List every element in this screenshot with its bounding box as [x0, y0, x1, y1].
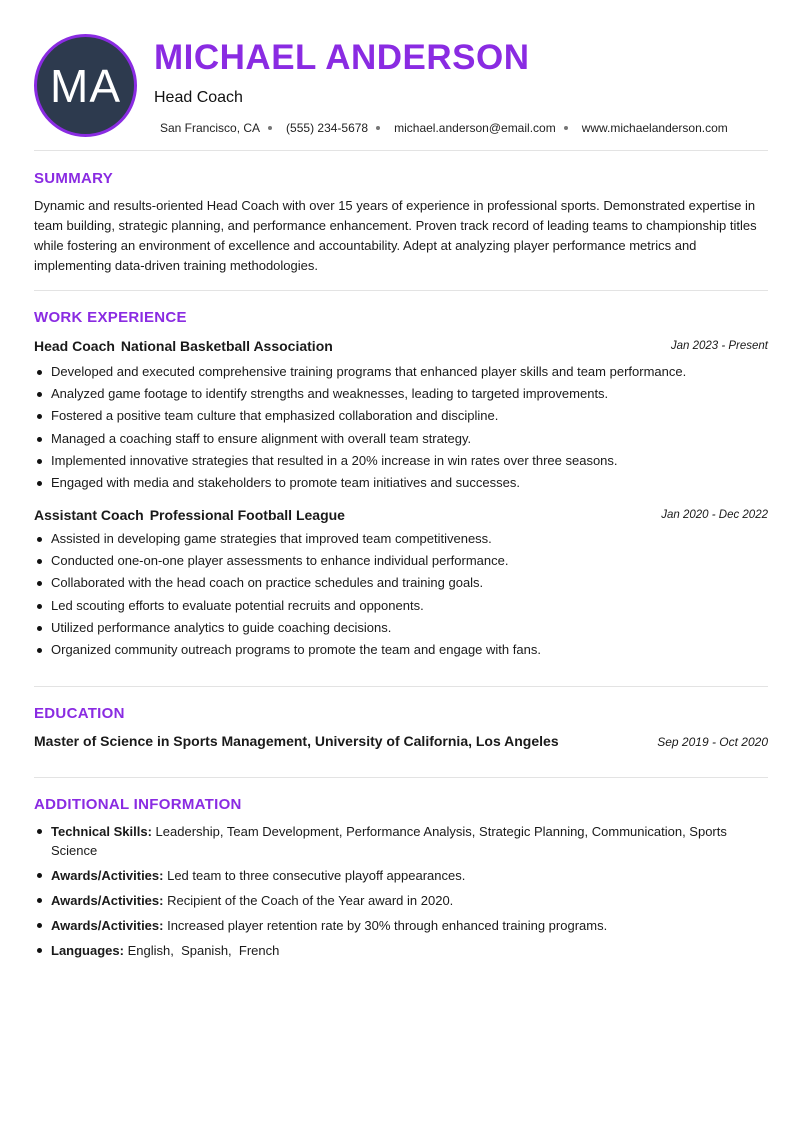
- list-item: Collaborated with the head coach on practice schedules and training goals.: [34, 572, 768, 594]
- summary-text: Dynamic and results-oriented Head Coach with over 15 years of experience in professional sports. Demonstrated expertise in team building, strategic planning, and performance enhancement. Proven track record of leading teams to championship titles while fostering an environment of excellence and accountability. Adept at analyzing player performance metrics and implementing data-driven training methodologies.: [34, 198, 757, 273]
- contact-location: San Francisco, CA: [160, 121, 261, 135]
- job-header: [34, 338, 768, 356]
- list-item: [34, 916, 768, 935]
- list-item: Assisted in developing game strategies that improved team competitiveness.: [34, 528, 768, 550]
- job-bullets: [34, 528, 768, 661]
- section-divider: [34, 150, 768, 151]
- education-entry: [34, 733, 768, 751]
- resume-header: [34, 34, 768, 138]
- job-organization: Professional Football League: [149, 507, 345, 523]
- summary-heading: SUMMARY: [34, 170, 114, 187]
- info-label: Technical Skills:: [51, 824, 152, 839]
- separator-dot: [564, 126, 568, 130]
- list-item: Conducted one-on-one player assessments to enhance individual performance.: [34, 550, 768, 572]
- list-item: Utilized performance analytics to guide coaching decisions.: [34, 617, 768, 639]
- section-divider: [34, 290, 768, 291]
- list-item: Implemented innovative strategies that resulted in a 20% increase in win rates over three seasons.: [34, 450, 768, 472]
- list-item: [34, 941, 768, 960]
- list-item: [34, 866, 768, 885]
- candidate-name: MICHAEL ANDERSON: [154, 38, 530, 77]
- info-text: Recipient of the Coach of the Year award in 2020.: [167, 893, 454, 908]
- list-item: [34, 822, 768, 860]
- job-role-line: [34, 338, 333, 354]
- job-organization: National Basketball Association: [120, 338, 333, 354]
- candidate-title: Head Coach: [154, 89, 243, 106]
- avatar: [34, 34, 137, 137]
- section-divider: [34, 777, 768, 778]
- job-bullets: [34, 361, 768, 494]
- info-text: Leadership, Team Development, Performance Analysis, Strategic Planning, Communication, Sports Science: [51, 824, 727, 858]
- job-dates: Jan 2020 - Dec 2022: [661, 509, 768, 521]
- list-item: Engaged with media and stakeholders to promote team initiatives and successes.: [34, 472, 768, 494]
- education-dates: Sep 2019 - Oct 2020: [657, 735, 768, 749]
- info-label: Languages:: [51, 943, 124, 958]
- info-text: Increased player retention rate by 30% through enhanced training programs.: [167, 918, 608, 933]
- section-divider: [34, 686, 768, 687]
- contact-line: [160, 121, 728, 135]
- education-degree: Master of Science in Sports Management, University of California, Los Angeles: [34, 733, 559, 749]
- info-label: Awards/Activities:: [51, 918, 164, 933]
- list-item: Led scouting efforts to evaluate potential recruits and opponents.: [34, 595, 768, 617]
- list-item: Managed a coaching staff to ensure alignment with overall team strategy.: [34, 428, 768, 450]
- list-item: [34, 891, 768, 910]
- job-role-line: [34, 507, 345, 523]
- list-item: Analyzed game footage to identify strengths and weaknesses, leading to targeted improvements.: [34, 383, 768, 405]
- additional-list: [34, 822, 768, 966]
- info-label: Awards/Activities:: [51, 893, 164, 908]
- experience-heading: WORK EXPERIENCE: [34, 309, 187, 326]
- info-text: English, Spanish, French: [127, 943, 280, 958]
- info-label: Awards/Activities:: [51, 868, 164, 883]
- list-item: Developed and executed comprehensive training programs that enhanced player skills and team performance.: [34, 361, 768, 383]
- additional-heading: ADDITIONAL INFORMATION: [34, 796, 242, 813]
- contact-website[interactable]: www.michaelanderson.com: [581, 121, 728, 135]
- avatar-initials: MA: [50, 59, 121, 112]
- separator-dot: [376, 126, 380, 130]
- contact-phone: (555) 234-5678: [286, 121, 369, 135]
- job-header: [34, 507, 768, 525]
- info-text: Led team to three consecutive playoff appearances.: [167, 868, 466, 883]
- contact-email[interactable]: michael.anderson@email.com: [394, 121, 556, 135]
- list-item: Organized community outreach programs to promote the team and engage with fans.: [34, 639, 768, 661]
- separator-dot: [268, 126, 272, 130]
- job-dates: Jan 2023 - Present: [670, 340, 768, 352]
- education-heading: EDUCATION: [34, 705, 125, 722]
- job-role: Assistant Coach: [34, 507, 144, 523]
- job-role: Head Coach: [34, 338, 115, 354]
- list-item: Fostered a positive team culture that emphasized collaboration and discipline.: [34, 405, 768, 427]
